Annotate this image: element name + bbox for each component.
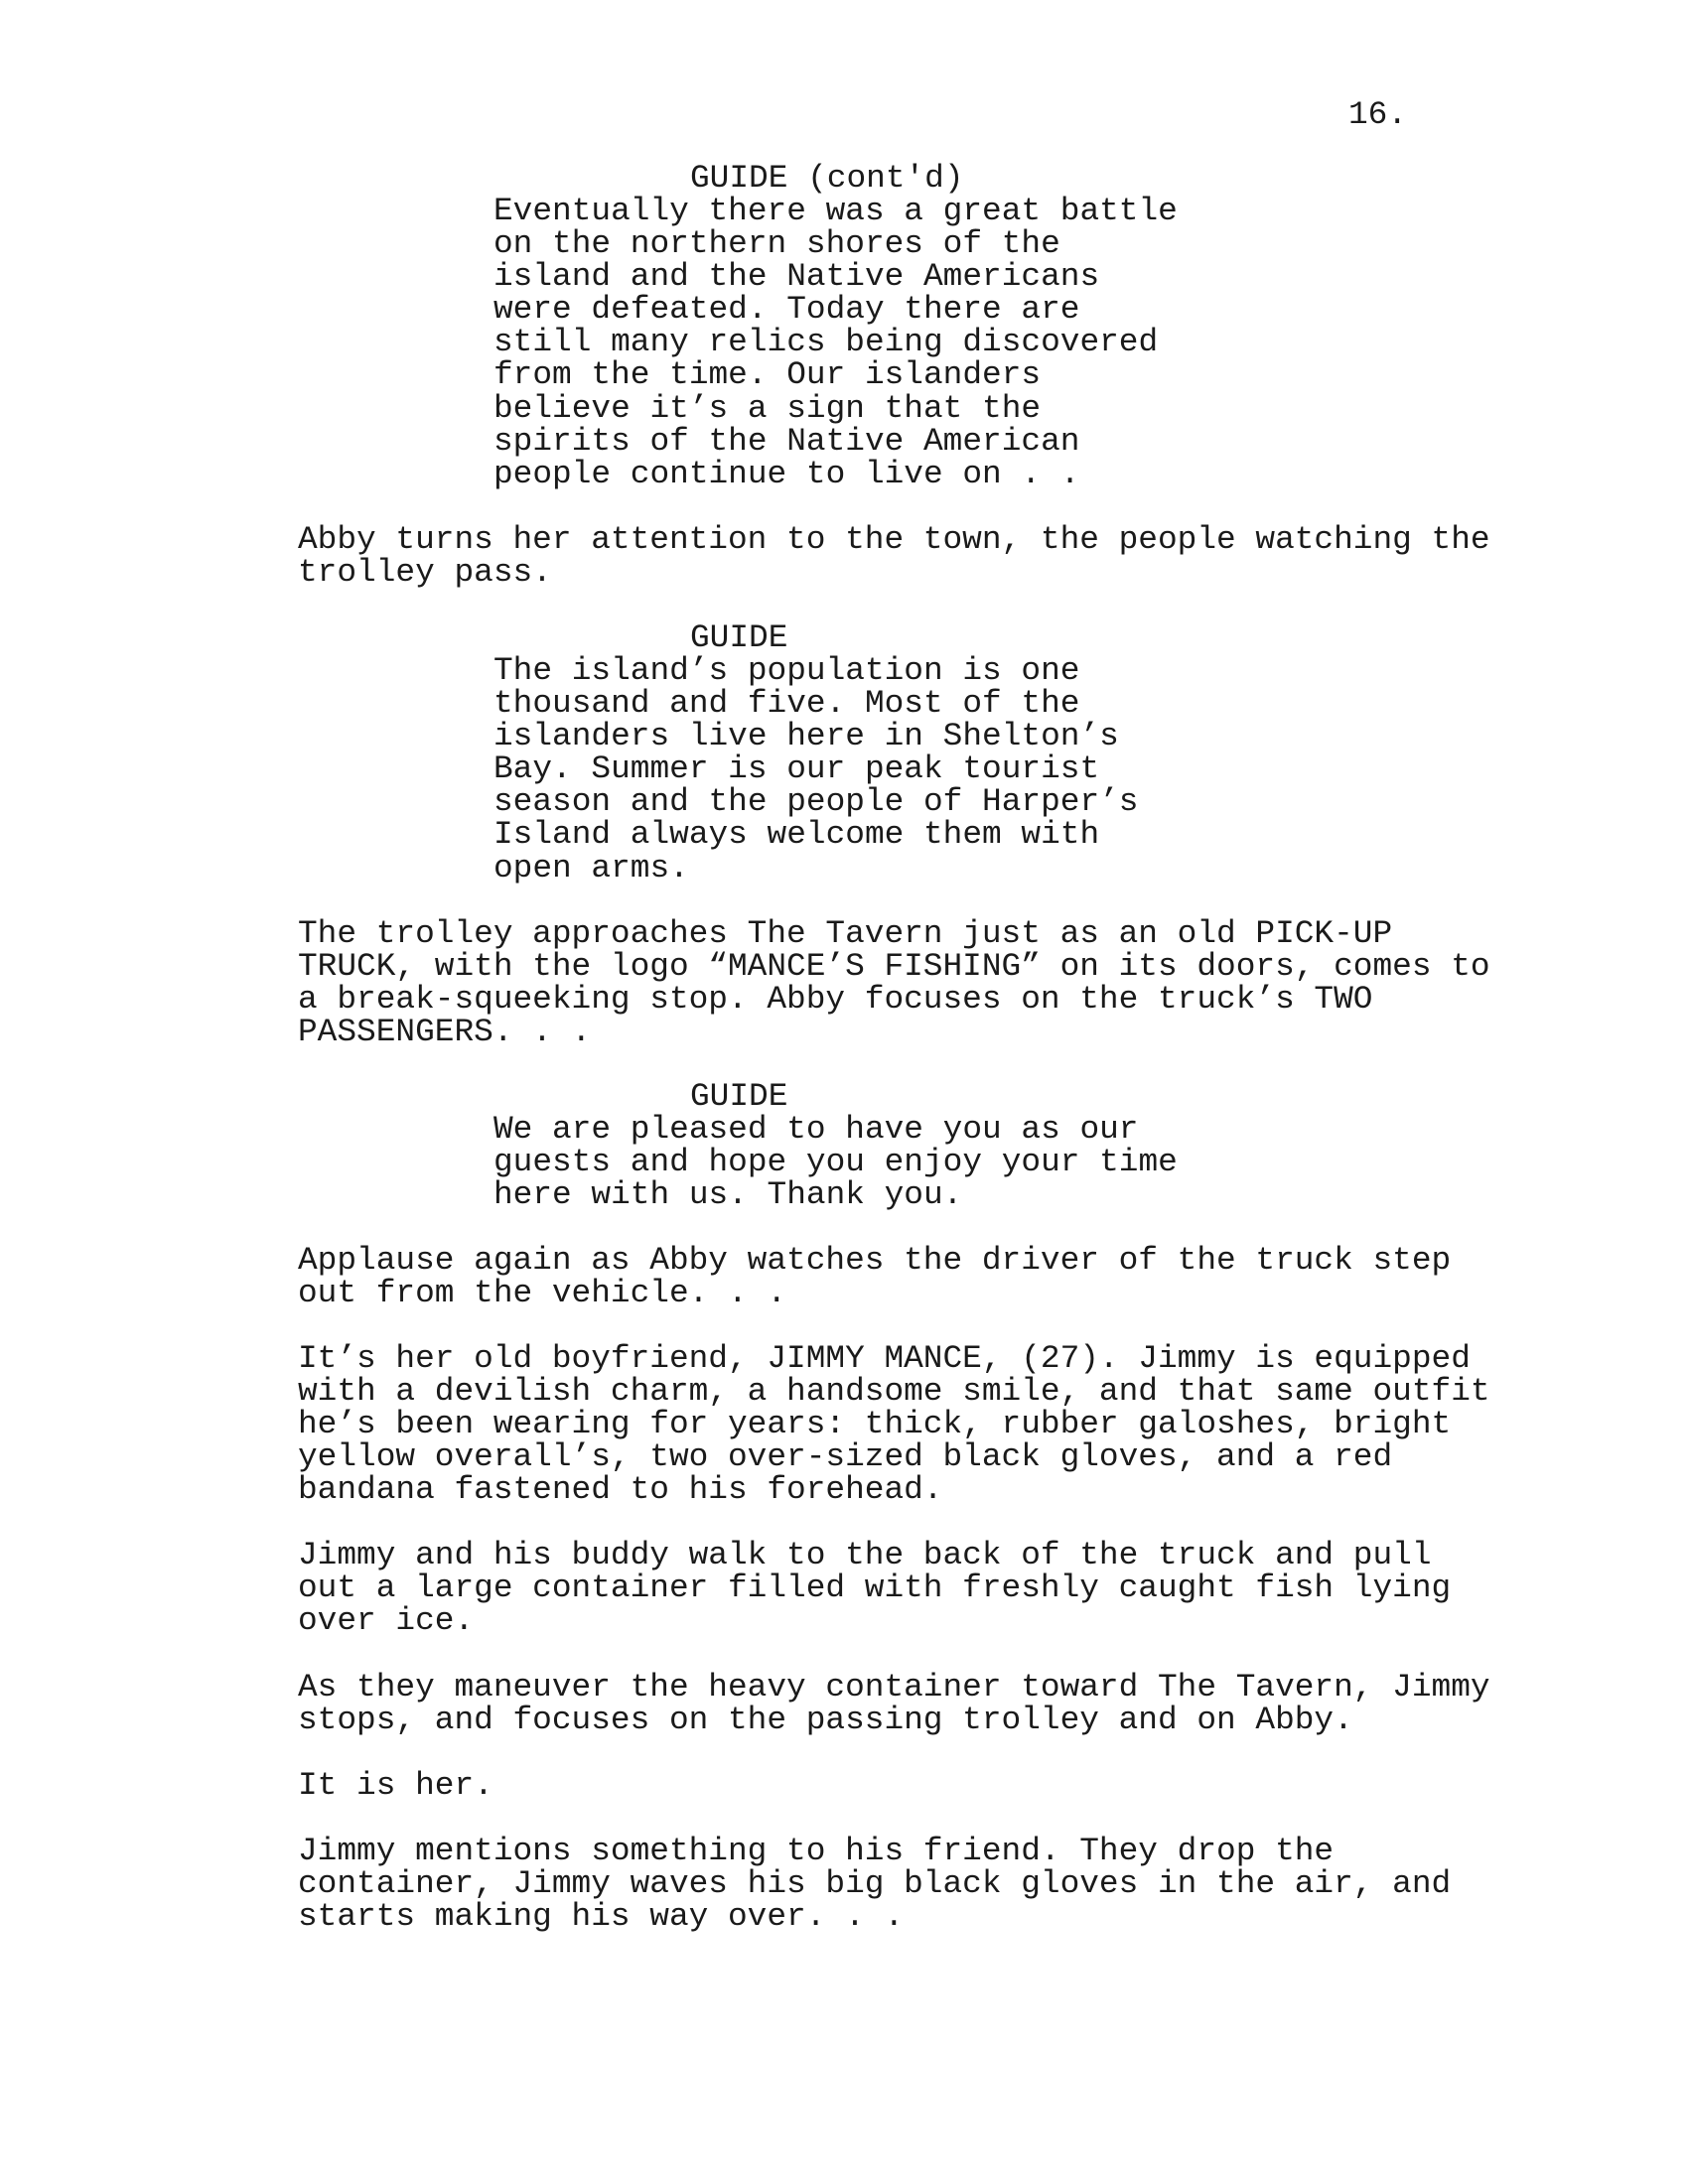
dialogue-line: Island always welcome them with [493, 816, 1100, 854]
dialogue-line: Eventually there was a great battle [493, 193, 1178, 229]
dialogue-line: people continue to live on . . [493, 455, 1080, 492]
character-name: GUIDE (cont'd) [690, 160, 964, 197]
action-line: bandana fastened to his forehead. [298, 1471, 943, 1509]
dialogue-line: spirits of the Native American [493, 422, 1080, 460]
dialogue-line: We are pleased to have you as our [493, 1111, 1139, 1148]
action-paragraph [298, 1669, 1490, 1739]
character-name: GUIDE [690, 1078, 788, 1115]
action-line: Applause again as Abby watches the driver of the truck step [298, 1242, 1452, 1279]
character-name: GUIDE [690, 619, 788, 656]
action-line: The trolley approaches The Tavern just as an old PICK-UP [298, 915, 1393, 952]
action-line: Jimmy and his buddy walk to the back of the truck and pull [298, 1537, 1432, 1573]
action-line: stops, and focuses on the passing trolley and on Abby. [298, 1702, 1353, 1739]
action-line: over ice. [298, 1602, 475, 1640]
action-line: Abby turns her attention to the town, the people watching the [298, 521, 1490, 558]
action-line: TRUCK, with the logo “MANCE’S FISHING” on its doors, comes to [298, 948, 1490, 986]
action-paragraph [298, 915, 1490, 1051]
character-cue [690, 621, 787, 654]
character-cue [690, 1080, 787, 1113]
action-paragraph [298, 1833, 1452, 1936]
action-line: yellow overall’s, two over-sized black gloves, and a red [298, 1438, 1393, 1476]
action-line: out a large container filled with freshly caught fish lying [298, 1570, 1452, 1607]
page-number: 16. [1348, 96, 1408, 133]
dialogue-line: open arms. [493, 849, 689, 887]
action-paragraph [298, 521, 1490, 592]
action-line: As they maneuver the heavy container toward The Tavern, Jimmy [298, 1669, 1490, 1706]
dialogue-line: here with us. Thank you. [493, 1176, 963, 1214]
dialogue-block [493, 654, 1138, 885]
dialogue-block [493, 195, 1178, 490]
dialogue-line: Bay. Summer is our peak tourist [493, 751, 1100, 788]
dialogue-block [493, 1111, 1178, 1214]
dialogue-line: thousand and five. Most of the [493, 685, 1080, 723]
action-line: container, Jimmy waves his big black gloves in the air, and [298, 1865, 1452, 1903]
action-paragraph [298, 1242, 1452, 1312]
action-line: starts making his way over. . . [298, 1898, 905, 1936]
action-paragraph [298, 1769, 493, 1802]
dialogue-line: from the time. Our islanders [493, 356, 1042, 394]
action-line: out from the vehicle. . . [298, 1275, 787, 1312]
character-cue [690, 162, 964, 195]
dialogue-line: on the northern shores of the [493, 225, 1060, 263]
action-line: trolley pass. [298, 554, 552, 592]
action-line: Jimmy mentions something to his friend. They drop the [298, 1833, 1335, 1869]
dialogue-line: were defeated. Today there are [493, 291, 1080, 329]
dialogue-line: believe it’s a sign that the [493, 389, 1042, 427]
dialogue-line: The island’s population is one [493, 652, 1080, 689]
dialogue-line: islanders live here in Shelton’s [493, 718, 1119, 755]
action-line: with a devilish charm, a handsome smile, and that same outfit [298, 1373, 1490, 1411]
dialogue-line: island and the Native Americans [493, 258, 1100, 296]
action-line: a break-squeeking stop. Abby focuses on the truck’s TWO [298, 981, 1373, 1019]
action-paragraph [298, 1537, 1452, 1640]
action-line: PASSENGERS. . . [298, 1014, 592, 1051]
action-line: It’s her old boyfriend, JIMMY MANCE, (27). Jimmy is equipped [298, 1340, 1471, 1377]
dialogue-line: guests and hope you enjoy your time [493, 1144, 1178, 1181]
dialogue-line: season and the people of Harper’s [493, 783, 1139, 821]
dialogue-line: still many relics being discovered [493, 324, 1159, 361]
action-line: he’s been wearing for years: thick, rubber galoshes, bright [298, 1406, 1452, 1443]
action-paragraph [298, 1340, 1490, 1509]
action-line: It is her. [298, 1767, 493, 1804]
